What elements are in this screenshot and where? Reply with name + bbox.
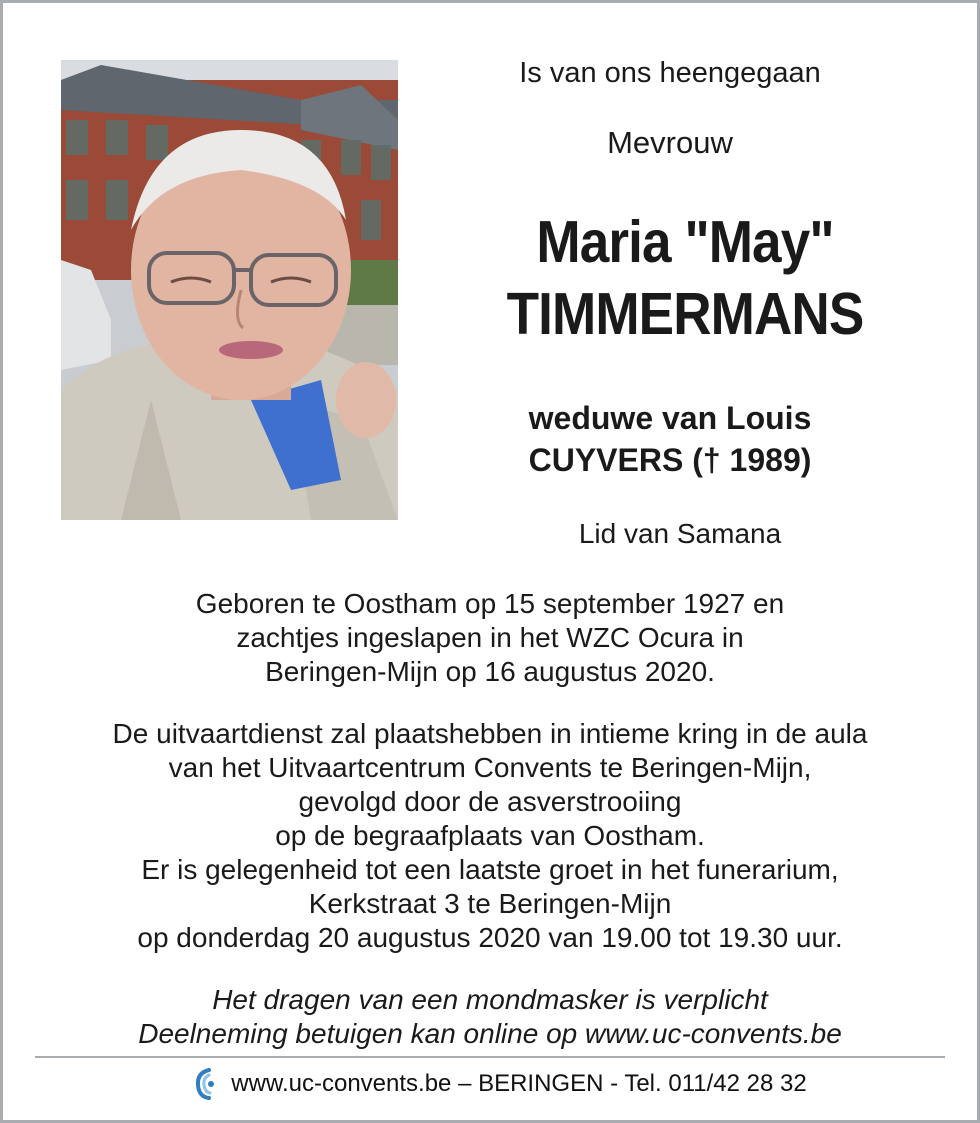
service-line: Er is gelegenheid tot een laatste groet in het funerarium, <box>141 854 839 885</box>
intro-text: Is van ons heengegaan <box>519 57 821 89</box>
born-line: zachtjes ingeslapen in het WZC Ocura in <box>236 622 744 653</box>
convents-logo-icon <box>193 1067 217 1101</box>
born-line: Geboren te Oostham op 15 september 1927 en <box>195 588 785 619</box>
honorific-title: Mevrouw <box>607 125 733 160</box>
footer-contact: www.uc-convents.be – BERINGEN - Tel. 011/42 28 32 <box>231 1070 807 1097</box>
condolence-notice: Deelneming betuigen kan online op www.uc-convents.be <box>138 1018 842 1049</box>
widow-line-1: weduwe van Louis <box>528 400 812 436</box>
service-paragraph <box>40 717 940 955</box>
service-line: gevolgd door de asverstrooiing <box>298 786 682 817</box>
service-line: Kerkstraat 3 te Beringen-Mijn <box>308 888 672 919</box>
widow-of <box>470 397 870 481</box>
membership-text: Lid van Samana <box>578 518 782 549</box>
service-line: De uitvaartdienst zal plaatshebben in intieme kring in de aula <box>112 718 868 749</box>
birth-death-paragraph <box>40 587 940 689</box>
service-line: op donderdag 20 augustus 2020 van 19.00 tot 19.30 uur. <box>137 922 843 953</box>
footer-divider <box>35 1056 945 1058</box>
deceased-name <box>465 206 906 350</box>
mask-notice: Het dragen van een mondmasker is verplicht <box>212 984 768 1015</box>
widow-line-2: CUYVERS († 1989) <box>528 442 812 478</box>
service-line: op de begraafplaats van Oostham. <box>275 820 705 851</box>
portrait-photo <box>61 60 398 520</box>
born-line: Beringen-Mijn op 16 augustus 2020. <box>265 656 715 687</box>
service-line: van het Uitvaartcentrum Convents te Beringen-Mijn, <box>168 752 812 783</box>
footer <box>150 1064 850 1104</box>
closing-notice <box>40 983 940 1051</box>
name-first: Maria "May" <box>536 209 834 275</box>
name-last: TIMMERMANS <box>506 281 864 347</box>
